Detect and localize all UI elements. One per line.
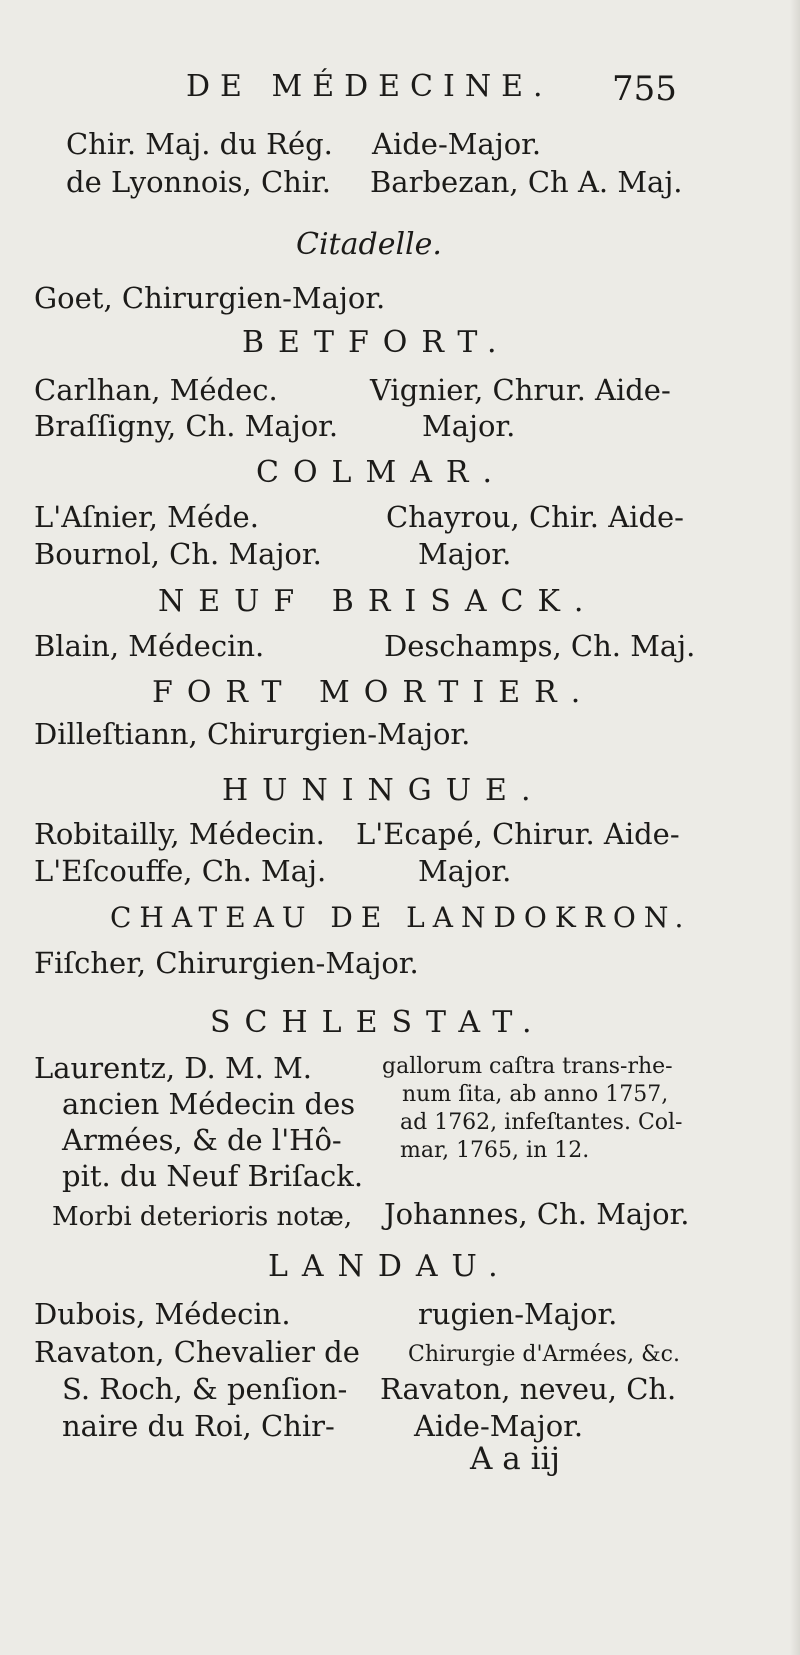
entry-left: L'Eſcouffe, Ch. Maj.: [34, 854, 327, 888]
entry-right: Deschamps, Ch. Maj.: [384, 629, 696, 663]
entry-right: Major.: [418, 854, 512, 888]
landau-left-line: Dubois, Médecin.: [34, 1297, 291, 1331]
landau-right-line: Chirurgie d'Armées, &c.: [408, 1342, 680, 1367]
landau-left-line: Ravaton, Chevalier de: [34, 1335, 360, 1369]
signature-mark: A a iij: [470, 1441, 561, 1477]
schlestat-left-line: Laurentz, D. M. M.: [34, 1051, 312, 1085]
entry-right: Vignier, Chrur. Aide-: [370, 373, 671, 407]
entry-left: Carlhan, Médec.: [34, 373, 278, 407]
schlestat-right-small: num ſita, ab anno 1757,: [402, 1082, 669, 1107]
schlestat-left-line: ancien Médecin des: [62, 1087, 356, 1121]
section-heading: HUNINGUE.: [222, 773, 545, 808]
landau-right-line: Ravaton, neveu, Ch.: [380, 1372, 677, 1406]
section-heading: COLMAR.: [256, 455, 506, 490]
schlestat-right-line: Johannes, Ch. Major.: [384, 1197, 690, 1231]
section-heading: NEUF BRISACK.: [158, 584, 598, 619]
schlestat-right-small: mar, 1765, in 12.: [400, 1138, 590, 1163]
landau-right-line: Aide-Major.: [414, 1409, 584, 1443]
page-edge-shadow: [790, 0, 800, 1655]
entry-full: Fiſcher, Chirurgien-Major.: [34, 946, 419, 980]
landau-right-line: rugien-Major.: [418, 1297, 618, 1331]
section-heading: SCHLESTAT.: [210, 1005, 546, 1040]
entry-right: Major.: [418, 537, 512, 571]
schlestat-right-small: ad 1762, infeſtantes. Col-: [400, 1110, 683, 1135]
section-heading: LANDAU.: [268, 1249, 512, 1284]
schlestat-left-line: Morbi deterioris notæ,: [52, 1202, 353, 1232]
schlestat-right-small: gallorum caſtra trans-rhe-: [382, 1054, 673, 1079]
entry-right: Barbezan, Ch A. Maj.: [370, 165, 683, 199]
running-title: DE MÉDECINE.: [186, 69, 553, 104]
section-heading: CHATEAU DE LANDOKRON.: [110, 901, 692, 934]
landau-left-line: naire du Roi, Chir-: [62, 1409, 335, 1443]
entry-left: L'Aſnier, Méde.: [34, 500, 259, 534]
entry-full: Goet, Chirurgien-Major.: [34, 281, 386, 315]
page-number: 755: [612, 69, 677, 109]
entry-left: Chir. Maj. du Rég.: [66, 127, 333, 161]
entry-right: Major.: [422, 409, 516, 443]
entry-left: Robitailly, Médecin.: [34, 817, 325, 851]
entry-left: de Lyonnois, Chir.: [66, 165, 331, 199]
schlestat-left-line: pit. du Neuf Briſack.: [62, 1159, 364, 1193]
entry-right: L'Ecapé, Chirur. Aide-: [356, 817, 680, 851]
section-heading: BETFORT.: [242, 325, 511, 360]
schlestat-left-line: Armées, & de l'Hô-: [62, 1123, 342, 1157]
section-heading: FORT MORTIER.: [152, 675, 595, 710]
entry-left: Braſſigny, Ch. Major.: [34, 409, 339, 443]
entry-full: Dilleſtiann, Chirurgien-Major.: [34, 717, 471, 751]
landau-left-line: S. Roch, & penſion-: [62, 1372, 348, 1406]
entry-right: Chayrou, Chir. Aide-: [386, 500, 684, 534]
entry-left: Blain, Médecin.: [34, 629, 265, 663]
section-heading: Citadelle.: [296, 227, 442, 262]
entry-left: Bournol, Ch. Major.: [34, 537, 322, 571]
entry-right: Aide-Major.: [372, 127, 542, 161]
